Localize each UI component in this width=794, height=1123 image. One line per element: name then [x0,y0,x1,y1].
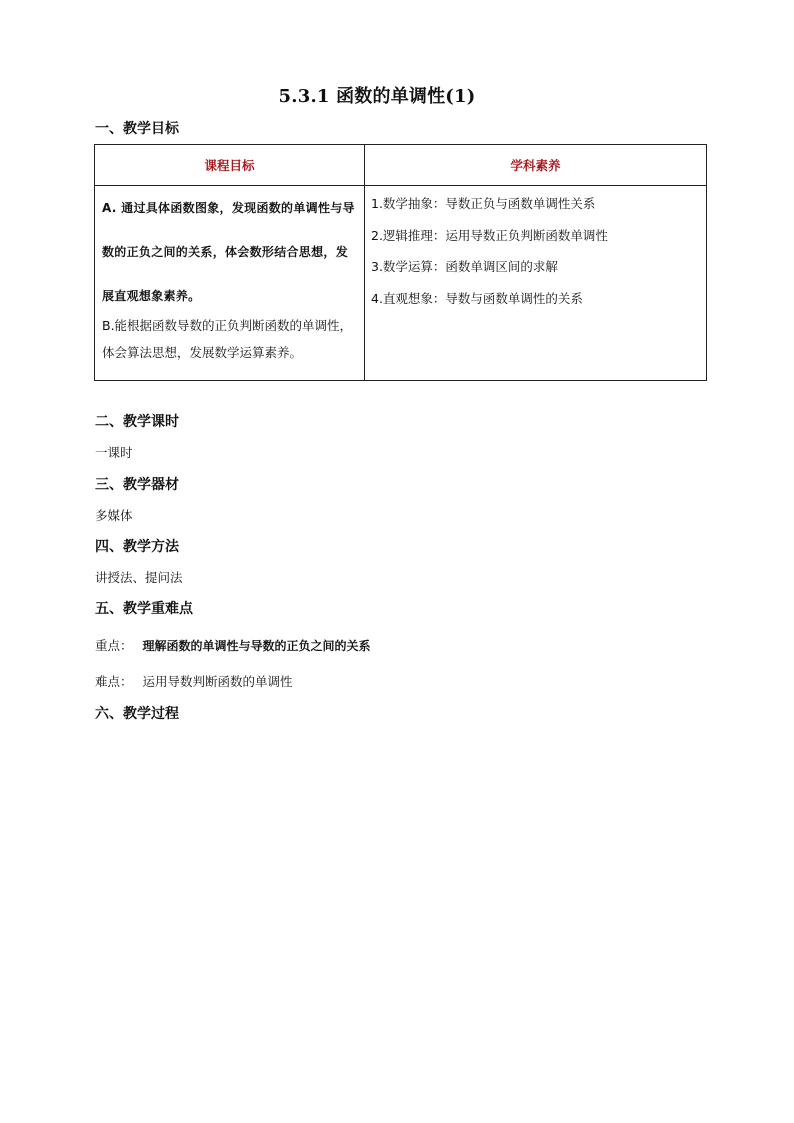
section-heading-methods: 四、教学方法 [95,539,179,555]
key-point-text: 理解函数的单调性与导数的正负之间的关系 [142,639,371,653]
subject-literacy-cell [365,186,707,381]
section-heading-equipment: 三、教学器材 [95,477,179,493]
header-course-goals: 课程目标 [95,145,365,186]
literacy-item: 1.数学抽象：导数正负与函数单调性关系 [371,196,596,211]
difficult-point-line [95,673,293,691]
difficult-point-text: 运用导数判断函数的单调性 [142,674,293,689]
literacy-item: 3.数学运算：函数单调区间的求解 [371,259,558,274]
key-point-label: 重点： [95,638,133,653]
class-hours-text: 一课时 [95,445,133,460]
goal-a-text: A. 通过具体函数图象，发现函数的单调性与导数的正负之间的关系，体会数形结合思想，发展直观想象素养。 [102,201,355,303]
section-heading-objectives: 一、教学目标 [95,121,179,137]
header-subject-literacy: 学科素养 [365,145,707,186]
course-goals-cell [95,186,365,381]
literacy-item: 4.直观想象：导数与函数单调性的关系 [371,290,583,306]
table-header-row [95,145,707,186]
difficult-point-label: 难点： [95,674,133,689]
key-point-line [95,637,371,655]
goal-b-text: B.能根据函数导数的正负判断函数的单调性，体会算法思想，发展数学运算素养。 [102,318,353,360]
page-title: 5.3.1 函数的单调性(1) [278,86,476,107]
section-heading-key-points: 五、教学重难点 [95,601,193,617]
literacy-item: 2.逻辑推理：运用导数正负判断函数单调性 [371,227,608,243]
section-heading-class-hours: 二、教学课时 [95,414,179,430]
table-row [95,186,707,381]
section-heading-process: 六、教学过程 [95,706,179,722]
equipment-text: 多媒体 [95,508,133,523]
objectives-table [94,144,707,381]
methods-text: 讲授法、提问法 [95,570,183,585]
